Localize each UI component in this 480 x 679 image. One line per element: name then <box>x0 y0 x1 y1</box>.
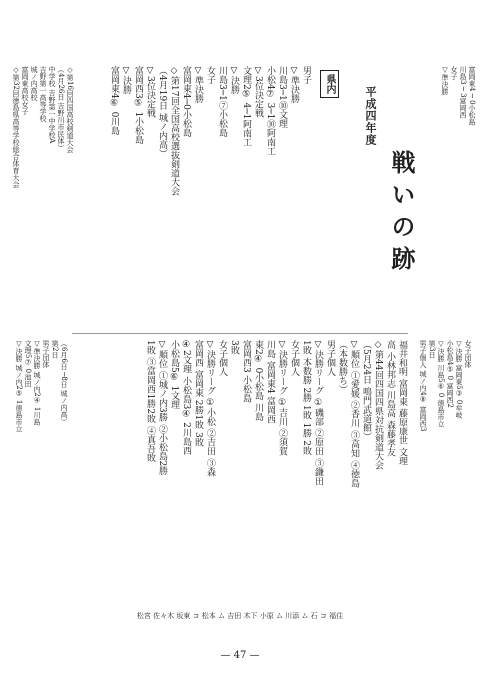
list-item: ▽準決勝 <box>193 66 203 103</box>
list-item: 松宮 佐々木 <box>136 612 175 620</box>
list-item: 男子団体 <box>42 340 50 368</box>
list-item: 小松島4⑤ 0 富岡西2 <box>446 340 454 408</box>
list-item: ▽決勝リーグ ①磯部 ②原田 ③鎌田 <box>313 340 323 486</box>
list-item: ▽決勝 <box>121 66 131 94</box>
right-page-block <box>72 340 408 610</box>
list-item: 小松島5⑥ 1文理 <box>169 340 179 410</box>
list-item: 3敗 <box>229 340 239 355</box>
list-item: ④2文理 小松島3④ 2川島西 <box>181 340 191 455</box>
list-item: 富岡西3⑤ 1小松島 <box>133 66 143 145</box>
list-item: 城ノ内高校 <box>30 66 38 101</box>
title-box <box>354 68 432 300</box>
list-item: ▽3位決定戦 <box>253 66 263 118</box>
list-item: ▽決勝 <box>229 66 239 94</box>
list-item: 福井和明 富岡東 藤原康世 文理 <box>397 340 407 466</box>
list-item: 富岡東4─0小松島 <box>181 66 191 137</box>
middle-block-2 <box>12 340 68 610</box>
list-item: ◇第17回全国高校選抜剣道大会 <box>169 66 179 196</box>
list-item: 文理5⑦ 0池田 <box>24 340 32 388</box>
list-item: ◇第32回徳島県高等学校総合体育大会 <box>12 66 20 188</box>
page-number: — 47 — <box>220 650 260 661</box>
list-item: ▽決勝 川島5⑥ 0 徳島市立 <box>437 340 445 428</box>
list-item: 中学校 吉野第一中学校A <box>48 66 56 144</box>
list-item: 吉田 木下 <box>227 612 258 620</box>
list-item: 富岡西 富岡東 2勝1敗 3敗 <box>193 340 203 447</box>
section-divider <box>72 333 408 334</box>
list-item: ▽3位決定戦 <box>145 66 155 118</box>
middle-block-3 <box>412 340 472 610</box>
list-item: ▽決勝 城ノ内2⑤ 1徳島市立 <box>15 340 23 433</box>
list-item: ▽準決勝 <box>289 66 299 103</box>
list-item: 小原 ム 川添 ム <box>259 612 309 620</box>
list-item: 川島 富岡東4 富岡西 <box>265 340 275 424</box>
list-item: ◇第44回四国四県対抗剣道大会 <box>373 340 383 470</box>
list-item: 坂東 コ 松本 ム <box>176 612 226 620</box>
list-item: 東2④ 0小松島 川島 <box>253 340 263 422</box>
page-title: 戦いの跡 <box>387 150 416 278</box>
list-item: ▽順位 ①城ノ内3勝 ②小松島2勝 <box>157 340 167 476</box>
list-item: 1敗 本数勝 2勝 1敗 1勝 2敗 <box>301 340 311 455</box>
list-item: 石 コ 福住 <box>310 612 344 620</box>
section-tag: 県内 <box>320 70 339 98</box>
list-item: （5月24日 鳴門武道館） <box>361 340 371 442</box>
list-item: 川島3 ─ 3富岡西 <box>459 66 467 119</box>
list-item: 男子 <box>301 66 311 84</box>
list-item: 小松4⑦ 3─1⑩阿南工 <box>265 66 275 156</box>
bottom-left-results-2 <box>0 612 480 652</box>
title-year: 平成四年度 <box>364 86 377 146</box>
list-item: 第2日 <box>51 340 59 359</box>
bottom-left-results <box>436 66 476 328</box>
list-item: ▽順位 ①愛媛 ②香川 ③高知 ④徳島 <box>349 340 359 488</box>
list-item: 文理2⑤ 4─1阿南工 <box>241 66 251 147</box>
list-item: （6月6日 ─8日 城ノ内高） <box>60 340 68 426</box>
list-item: 女子 <box>205 66 215 84</box>
list-item: ▽決勝リーグ ①小松 ②吉田 ③森 <box>205 340 215 477</box>
list-item: （4月26日 吉野川市民体） <box>57 66 65 152</box>
list-item: ▽準決勝 城ノ内2④ 1川島 <box>33 340 41 426</box>
list-item: （本数勝ち） <box>337 340 347 394</box>
list-item: ◇第16回四国高校剣道大会 <box>66 66 74 153</box>
middle-block <box>12 66 74 328</box>
top-results-block <box>80 66 312 328</box>
list-item: ▽準決勝 <box>441 66 449 95</box>
list-item: 富岡東4⑥ 0川島 <box>109 66 119 136</box>
list-item: 第3日 <box>428 340 436 359</box>
list-item: 富岡東高校女子 <box>21 66 29 115</box>
list-item: 女子団体 <box>464 340 472 368</box>
list-item: ▽決勝 富岡東5③ 0牟岐 <box>455 340 463 419</box>
list-item: 男子個人 <box>325 340 335 376</box>
list-item: 吉野第一高等学校 <box>39 66 47 122</box>
list-item: 富岡西3 小松島 <box>241 340 251 403</box>
list-item: 川島3─1⑦小松島 <box>217 66 227 137</box>
list-item: 高 小林邦志 川島高 森藤孝友 <box>385 340 395 457</box>
list-item: 男子個人 城ノ内4⑧ 富岡西3 <box>419 340 427 432</box>
list-item: ▽決勝リーグ ①吉川 ②須賀 <box>277 340 287 456</box>
list-item: 富岡東4 ─ 0小松島 <box>468 66 476 126</box>
list-item: 女子個人 <box>217 340 227 376</box>
list-item: 1敗 ③富岡西1勝2敗 ④真吾敗 <box>145 340 155 462</box>
list-item: 川島3─1⑩文理 <box>277 66 287 128</box>
list-item: 女子 <box>450 66 458 80</box>
list-item: 女子個人 <box>289 340 299 376</box>
list-item: （4月19日 城ノ内高） <box>157 66 167 159</box>
